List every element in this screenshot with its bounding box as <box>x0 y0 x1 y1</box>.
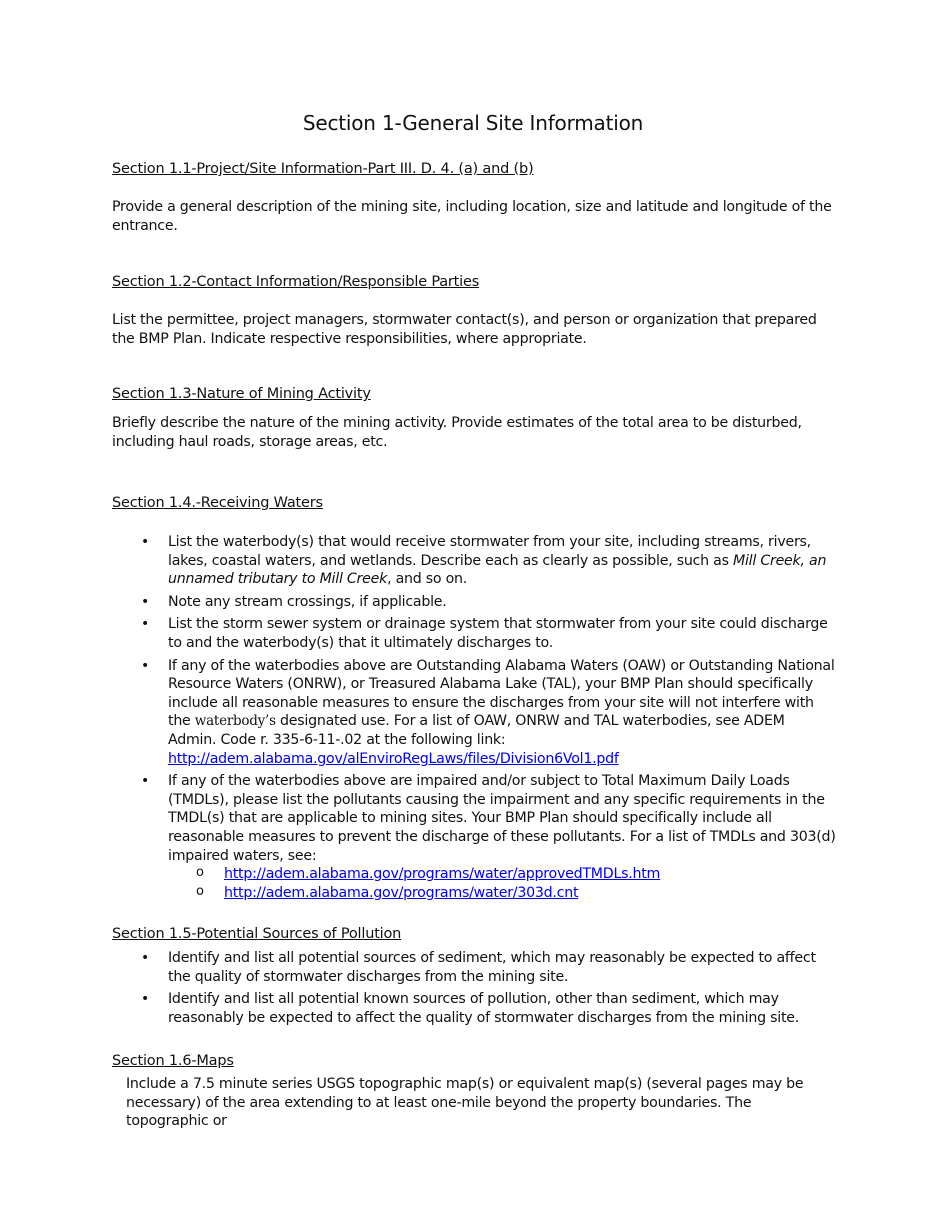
list-item <box>112 615 837 652</box>
bullet-icon: • <box>141 773 150 790</box>
circle-bullet-icon: o <box>196 883 204 899</box>
303d-link[interactable]: http://adem.alabama.gov/programs/water/303d.cnt <box>224 884 579 901</box>
approved-tmdls-link[interactable]: http://adem.alabama.gov/programs/water/approvedTMDLs.htm <box>224 866 661 883</box>
section-1-1-heading: Section 1.1-Project/Site Information-Part III. D. 4. (a) and (b) <box>112 161 534 177</box>
section-1-5-heading: Section 1.5-Potential Sources of Pollution <box>112 926 402 942</box>
list-item-text-end: designated use. For a list of OAW, ONRW and TAL waterbodies, see ADEM Admin. Code r. 335-6-11-.02 at the following link: <box>168 713 785 748</box>
list-item-text: List the waterbody(s) that would receive stormwater from your site, including streams, rivers, lakes, coastal waters, and wetlands. Describe each as clearly as possible, such as <box>168 534 811 569</box>
list-item-text: If any of the waterbodies above are Outstanding Alabama Waters (OAW) or Outstanding National Resource Waters (ONRW), or Treasured Alabama Lake (TAL), your BMP Plan should specifically include all reasonable measures to ensure the discharges from your site will not interfere with the <box>168 657 835 730</box>
bullet-icon: • <box>141 950 150 966</box>
list-item <box>112 772 837 902</box>
bullet-icon: • <box>141 657 150 674</box>
section-1-4-heading: Section 1.4.-Receiving Waters <box>112 495 323 511</box>
pollution-sources-list <box>112 949 837 1027</box>
circle-bullet-icon: o <box>196 865 204 881</box>
list-item <box>112 990 837 1027</box>
list-item-text: Identify and list all potential known sources of pollution, other than sediment, which may reasonably be expected to affect the quality of stormwater discharges from the mining site. <box>168 991 799 1026</box>
division6-link[interactable]: http://adem.alabama.gov/alEnviroRegLaws/files/Division6Vol1.pdf <box>168 750 619 767</box>
bullet-icon: • <box>141 991 150 1008</box>
section-1-2-text: List the permittee, project managers, stormwater contact(s), and person or organization that prepared the BMP Plan. Indicate respective responsibilities, where appropriate. <box>112 312 817 347</box>
section-1-1-text: Provide a general description of the mining site, including location, size and latitude and longitude of the entrance. <box>112 199 832 234</box>
list-item-text: Note any stream crossings, if applicable. <box>168 593 447 610</box>
page-title: Section 1-General Site Information <box>302 111 644 135</box>
list-item <box>112 533 837 589</box>
list-item-text: If any of the waterbodies above are impaired and/or subject to Total Maximum Daily Loads (TMDLs), please list the pollutants causing the impairment and any specific requirements in the TMDL(s) that are applicable to mining sites. Your BMP Plan should specifically include all reasonable measures to prevent the discharge of these pollutants. For a list of TMDLs and 303(d) impaired waters, see: <box>168 773 836 864</box>
bullet-icon: • <box>141 616 150 633</box>
list-item-text-end: , and so on. <box>387 571 468 588</box>
list-item <box>112 593 837 612</box>
section-1-3-text: Briefly describe the nature of the mining activity. Provide estimates of the total area to be disturbed, including haul roads, storage areas, etc. <box>112 415 802 450</box>
list-item <box>112 657 837 769</box>
list-item-text: Identify and list all potential sources of sediment, which may reasonably be expected to affect the quality of stormwater discharges from the mining site. <box>168 950 816 985</box>
receiving-waters-list <box>112 533 837 902</box>
list-item <box>112 949 837 986</box>
section-1-2-heading: Section 1.2-Contact Information/Responsible Parties <box>112 274 480 290</box>
tmdl-links-list <box>168 865 837 902</box>
section-1-6-heading: Section 1.6-Maps <box>112 1053 234 1069</box>
example-name: Mill Creek, an unnamed tributary to Mill Creek <box>168 552 827 588</box>
waterbody-word: waterbody’s <box>194 713 276 730</box>
section-1-6-text: Include a 7.5 minute series USGS topographic map(s) or equivalent map(s) (several pages may be necessary) of the area extending to at least one-mile beyond the property boundaries. The topographic or <box>126 1076 804 1130</box>
list-item-text: List the storm sewer system or drainage system that stormwater from your site could discharge to and the waterbody(s) that it ultimately discharges to. <box>168 616 828 651</box>
section-1-3-heading: Section 1.3-Nature of Mining Activity <box>112 386 371 402</box>
sub-list-item <box>168 884 837 903</box>
sub-list-item <box>168 865 837 884</box>
bullet-icon: • <box>141 534 150 550</box>
bullet-icon: • <box>141 593 150 610</box>
